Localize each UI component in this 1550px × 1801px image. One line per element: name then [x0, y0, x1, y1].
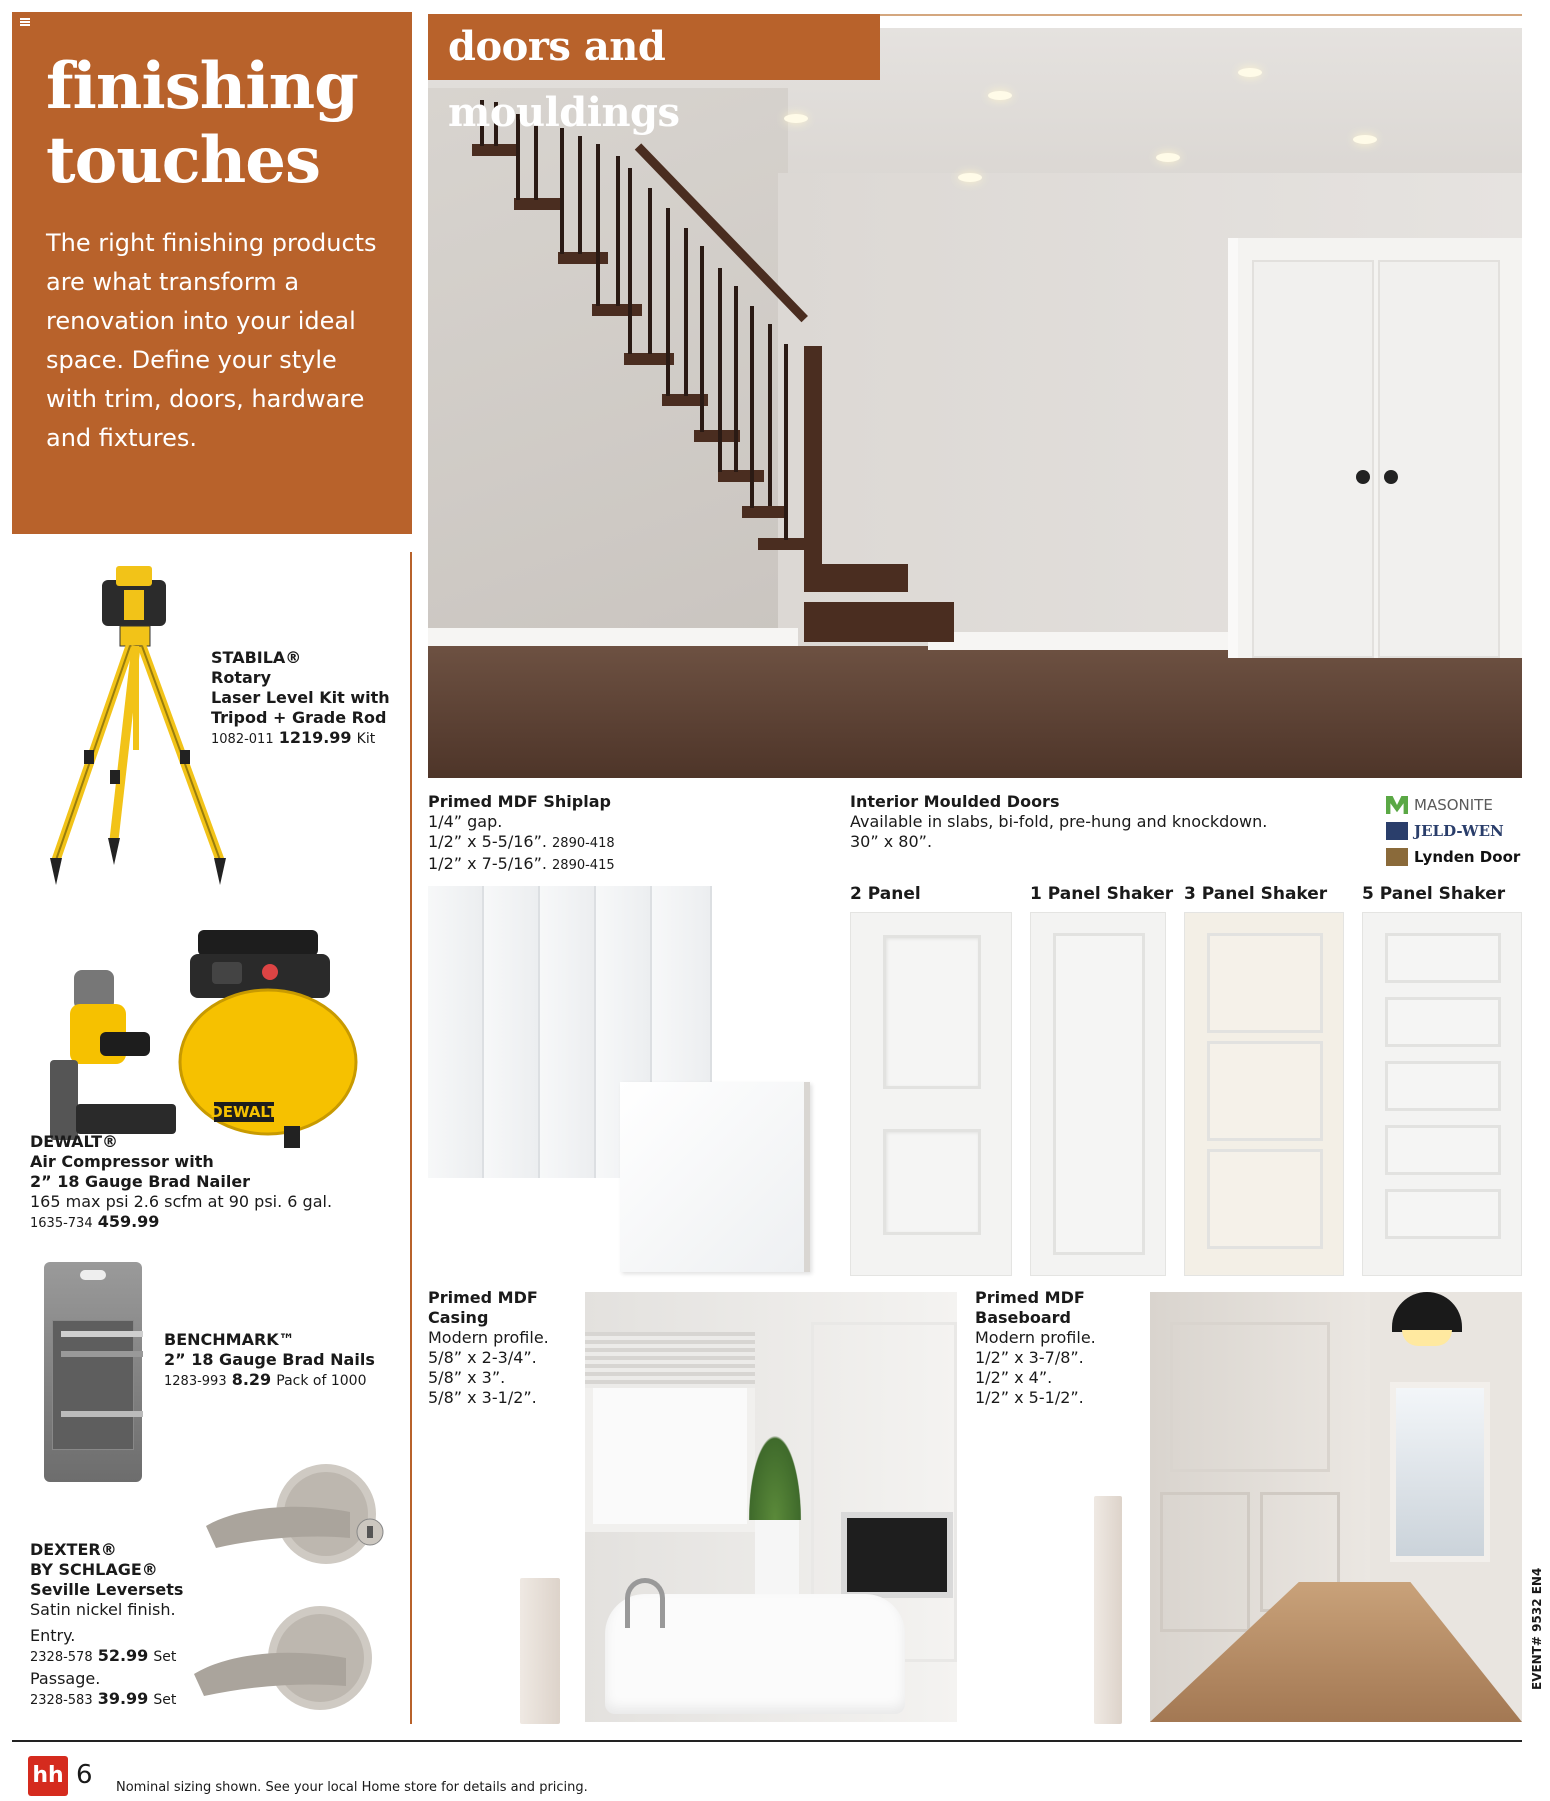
shiplap-edge-image — [620, 1082, 810, 1272]
casing-name-line1: Primed MDF — [428, 1288, 538, 1307]
benchmark-brand: BENCHMARK™ — [164, 1330, 295, 1349]
door-style-3-panel-shaker: 3 Panel Shaker — [1184, 884, 1328, 904]
dewalt-logo-text: DEWALT — [210, 1103, 278, 1121]
intro-title-line1: finishing — [46, 49, 358, 124]
intro-title-line2: touches — [46, 123, 321, 198]
masonite-logo-icon — [1386, 796, 1408, 814]
stabila-unit: Kit — [356, 731, 376, 747]
dewalt-sku: 1635-734 — [30, 1216, 93, 1231]
footer-note: Nominal sizing shown. See your local Home store for details and pricing. — [116, 1780, 588, 1795]
laser-level-tripod-image — [40, 560, 240, 890]
casing-size-1: 5/8” x 2-3/4”. — [428, 1348, 537, 1367]
doors-line1: Available in slabs, bi-fold, pre-hung and knockdown. — [850, 812, 1268, 831]
baseboard-size-1: 1/2” x 3-7/8”. — [975, 1348, 1084, 1367]
stabila-price: 1219.99 — [278, 728, 352, 747]
dexter-entry-unit: Set — [153, 1649, 177, 1665]
baseboard-name-line1: Primed MDF — [975, 1288, 1085, 1307]
benchmark-price: 8.29 — [231, 1370, 272, 1389]
dexter-entry-price: 52.99 — [97, 1646, 149, 1665]
dexter-product-text — [30, 1540, 183, 1708]
brand-lynden-label: Lynden Door — [1414, 848, 1521, 866]
benchmark-unit: Pack of 1000 — [276, 1373, 367, 1389]
stabila-price-line — [211, 728, 390, 747]
baseboard-product-text — [975, 1288, 1096, 1408]
dexter-passage-label: Passage. — [30, 1669, 101, 1688]
stabila-name-line1: Rotary — [211, 668, 272, 687]
baseboard-profile: Modern profile. — [975, 1328, 1096, 1347]
casing-piece-image — [520, 1578, 560, 1724]
baseboard-size-2: 1/2” x 4”. — [975, 1368, 1053, 1387]
dewalt-price: 459.99 — [97, 1212, 160, 1231]
stabila-brand: STABILA® — [211, 648, 302, 667]
air-compressor-nailer-image — [30, 920, 360, 1150]
brad-nails-package-image — [44, 1262, 142, 1482]
shiplap-line3-size: 1/2” x 7-5/16”. — [428, 854, 547, 873]
door-style-2-panel: 2 Panel — [850, 884, 921, 904]
dewalt-product-text — [30, 1132, 332, 1231]
doors-line2: 30” x 80”. — [850, 832, 933, 851]
dexter-brand-line2: BY SCHLAGE® — [30, 1560, 158, 1579]
door-style-5-panel-shaker: 5 Panel Shaker — [1362, 884, 1506, 904]
dexter-passage-price-line — [30, 1689, 183, 1708]
stabila-sku: 1082-011 — [211, 732, 274, 747]
casing-profile: Modern profile. — [428, 1328, 549, 1347]
shiplap-name: Primed MDF Shiplap — [428, 792, 611, 811]
benchmark-name: 2” 18 Gauge Brad Nails — [164, 1350, 375, 1369]
door-3-panel-shaker-image — [1184, 912, 1344, 1276]
intro-body: The right finishing products are what transform a renovation into your ideal space. Define your style with trim, doors, hardware and fixtures. — [46, 229, 377, 452]
lynden-logo-icon — [1386, 848, 1408, 866]
door-1-panel-shaker-image — [1030, 912, 1166, 1276]
shiplap-line2-sku: 2890-418 — [552, 836, 615, 851]
baseboard-name-line2: Baseboard — [975, 1308, 1071, 1327]
dexter-passage-unit: Set — [153, 1692, 177, 1708]
door-5-panel-shaker-image — [1362, 912, 1522, 1276]
doors-name: Interior Moulded Doors — [850, 792, 1060, 811]
stabila-product-text — [211, 648, 390, 747]
dexter-passage-sku: 2328-583 — [30, 1693, 93, 1708]
door-style-1-panel-shaker: 1 Panel Shaker — [1030, 884, 1174, 904]
passage-leverset-image — [190, 1604, 390, 1716]
brand-jeldwen-label: JELD-WEN — [1414, 822, 1504, 840]
casing-size-3: 5/8” x 3-1/2”. — [428, 1388, 537, 1407]
benchmark-product-text — [164, 1330, 375, 1389]
dexter-entry-sku: 2328-578 — [30, 1650, 93, 1665]
menu-icon — [20, 18, 30, 26]
baseboard-size-3: 1/2” x 5-1/2”. — [975, 1388, 1084, 1407]
dexter-entry-price-line — [30, 1646, 183, 1665]
dewalt-name-line1: Air Compressor with — [30, 1152, 214, 1171]
shiplap-line2-size: 1/2” x 5-5/16”. — [428, 832, 547, 851]
dexter-brand-line1: DEXTER® — [30, 1540, 117, 1559]
shiplap-product-text — [428, 792, 615, 876]
dewalt-name-line2: 2” 18 Gauge Brad Nailer — [30, 1172, 251, 1191]
hallway-wainscoting-image — [1150, 1292, 1522, 1722]
door-brands — [1386, 796, 1520, 866]
benchmark-price-line — [164, 1370, 375, 1389]
brand-jeldwen — [1386, 822, 1520, 840]
dewalt-spec: 165 max psi 2.6 scfm at 90 psi. 6 gal. — [30, 1192, 333, 1211]
dewalt-brand: DEWALT® — [30, 1132, 118, 1151]
shiplap-line2 — [428, 832, 615, 854]
brand-masonite — [1386, 796, 1520, 814]
page-number: 6 — [76, 1760, 93, 1790]
intro-panel — [12, 12, 412, 534]
brand-masonite-label: MASONITE — [1414, 796, 1493, 814]
footer-rule — [12, 1740, 1522, 1742]
dexter-finish: Satin nickel finish. — [30, 1600, 176, 1619]
casing-product-text — [428, 1288, 549, 1408]
intro-title — [46, 50, 378, 198]
brand-lynden — [1386, 848, 1520, 866]
doors-product-text — [850, 792, 1267, 852]
casing-size-2: 5/8” x 3”. — [428, 1368, 506, 1387]
shiplap-line1: 1/4” gap. — [428, 812, 503, 831]
section-title: doors and mouldings — [428, 14, 880, 80]
section-rule — [880, 14, 1522, 16]
dexter-name: Seville Leversets — [30, 1580, 184, 1599]
door-2-panel-image — [850, 912, 1012, 1276]
dexter-entry-label: Entry. — [30, 1626, 76, 1645]
dexter-passage-price: 39.99 — [97, 1689, 149, 1708]
jeldwen-logo-icon — [1386, 822, 1408, 840]
entry-leverset-image — [200, 1462, 400, 1572]
shiplap-line3-sku: 2890-415 — [552, 858, 615, 873]
event-code: EVENT# 9532 EN4 — [1530, 1567, 1544, 1690]
bathroom-casing-image — [585, 1292, 957, 1722]
stabila-name-line3: Tripod + Grade Rod — [211, 708, 387, 727]
benchmark-sku: 1283-993 — [164, 1374, 227, 1389]
shiplap-line3 — [428, 854, 615, 876]
dewalt-price-line — [30, 1212, 332, 1231]
casing-name-line2: Casing — [428, 1308, 489, 1327]
column-divider — [410, 552, 412, 1724]
stabila-name-line2: Laser Level Kit with — [211, 688, 390, 707]
home-hardware-logo: hh — [28, 1756, 68, 1796]
baseboard-piece-image — [1094, 1496, 1122, 1724]
